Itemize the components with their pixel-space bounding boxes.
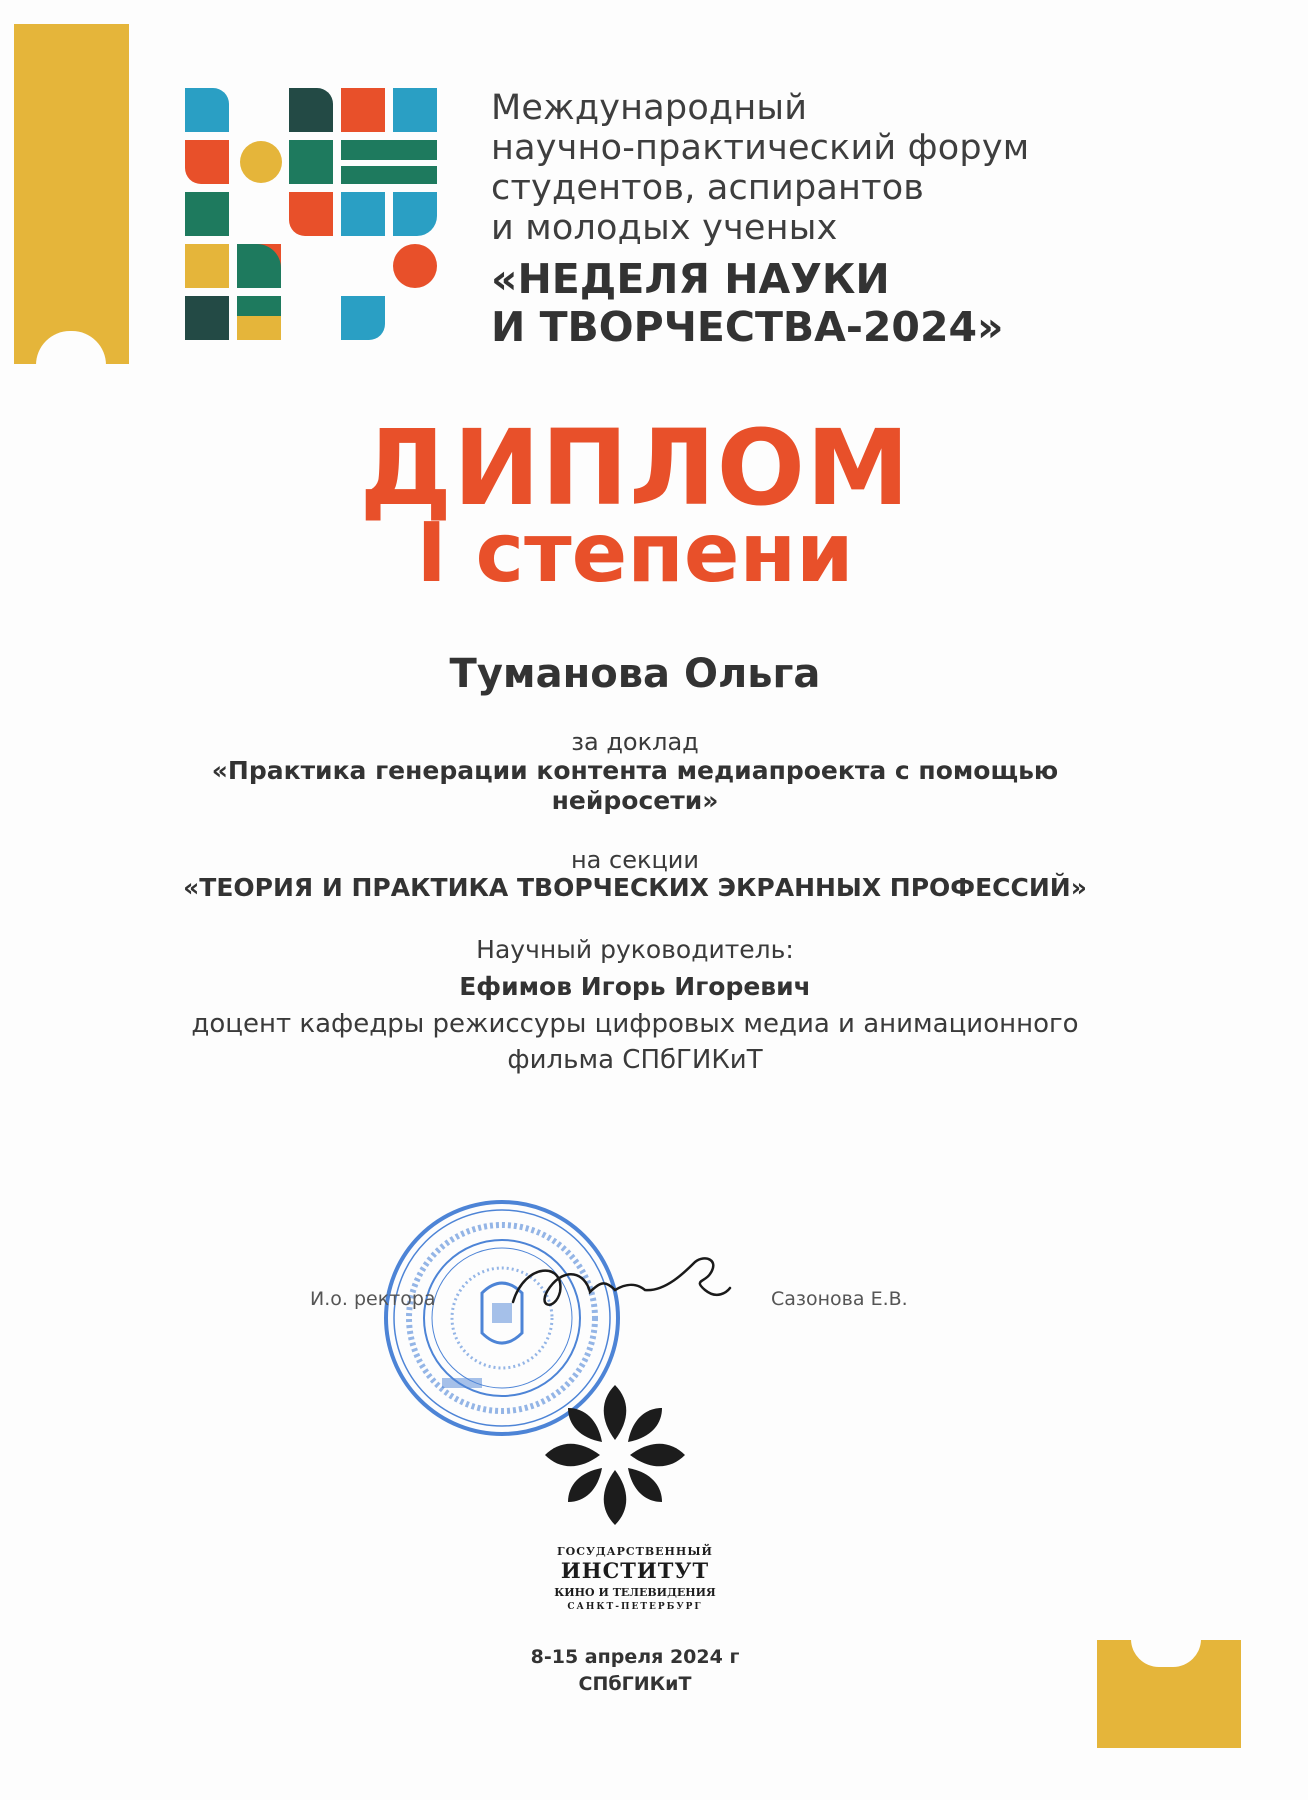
forum-name-line: «НЕДЕЛЯ НАУКИ [491, 255, 890, 303]
logo-tile [341, 192, 385, 236]
logo-tile [393, 192, 437, 236]
signature-name: Сазонова Е.В. [771, 1288, 908, 1310]
diploma-degree: I степени [416, 506, 854, 601]
logo-tile [237, 296, 281, 316]
forum-name-line: И ТВОРЧЕСТВА-2024» [491, 303, 1004, 351]
signature-role: И.о. ректора [310, 1288, 436, 1310]
logo-tile [341, 140, 437, 160]
logo-tile [341, 166, 437, 184]
forum-logo-icon [185, 88, 450, 353]
supervisor-label: Научный руководитель: [476, 935, 794, 964]
institute-name: ИНСТИТУТ [560, 1558, 710, 1583]
forum-title-line: студентов, аспирантов [491, 168, 925, 208]
logo-tile [289, 140, 333, 184]
recipient-name: Туманова Ольга [449, 651, 821, 697]
logo-tile [341, 296, 385, 340]
institute-city: САНКТ-ПЕТЕРБУРГ [567, 1602, 703, 1612]
institute-subtitle: КИНО И ТЕЛЕВИДЕНИЯ [554, 1586, 716, 1599]
logo-tile [341, 88, 385, 132]
forum-title-line: научно-практический форум [491, 128, 1030, 168]
logo-tile [185, 88, 229, 132]
report-title-line: «Практика генерации контента медиапроекта с помощью [211, 756, 1059, 785]
logo-tile [289, 88, 333, 132]
rector-signature-icon [505, 1252, 735, 1322]
logo-tile [240, 141, 282, 183]
diploma-title: ДИПЛОМ [359, 407, 911, 529]
forum-title-line: и молодых ученых [491, 208, 838, 248]
section-title: «ТЕОРИЯ И ПРАКТИКА ТВОРЧЕСКИХ ЭКРАННЫХ ПРОФЕССИЙ» [183, 873, 1087, 902]
supervisor-position [0, 1006, 1270, 1078]
event-organizer: СПбГИКиТ [578, 1673, 692, 1695]
logo-tile [185, 192, 229, 236]
logo-tile [185, 296, 229, 340]
institute-emblem-icon [540, 1380, 690, 1530]
logo-tile [393, 88, 437, 132]
logo-tile [393, 244, 437, 288]
logo-tile [289, 192, 333, 236]
event-dates: 8-15 апреля 2024 г [530, 1646, 740, 1668]
supervisor-position-line: фильма СПбГИКиТ [507, 1045, 763, 1075]
forum-name [491, 255, 1211, 351]
forum-title [491, 88, 1191, 248]
supervisor-name: Ефимов Игорь Игоревич [459, 972, 811, 1001]
report-label: за доклад [571, 728, 699, 756]
report-title-line: нейросети» [551, 786, 719, 815]
supervisor-position-line: доцент кафедры режиссуры цифровых медиа и анимационного [191, 1009, 1079, 1039]
institute-gov-label: ГОСУДАРСТВЕННЫЙ [557, 1545, 713, 1558]
decorative-yellow-tab-top [14, 24, 129, 364]
section-label: на секции [570, 846, 699, 874]
logo-tile [185, 244, 229, 288]
logo-tile [185, 140, 229, 184]
forum-title-line: Международный [491, 88, 808, 128]
report-title [0, 756, 1270, 816]
